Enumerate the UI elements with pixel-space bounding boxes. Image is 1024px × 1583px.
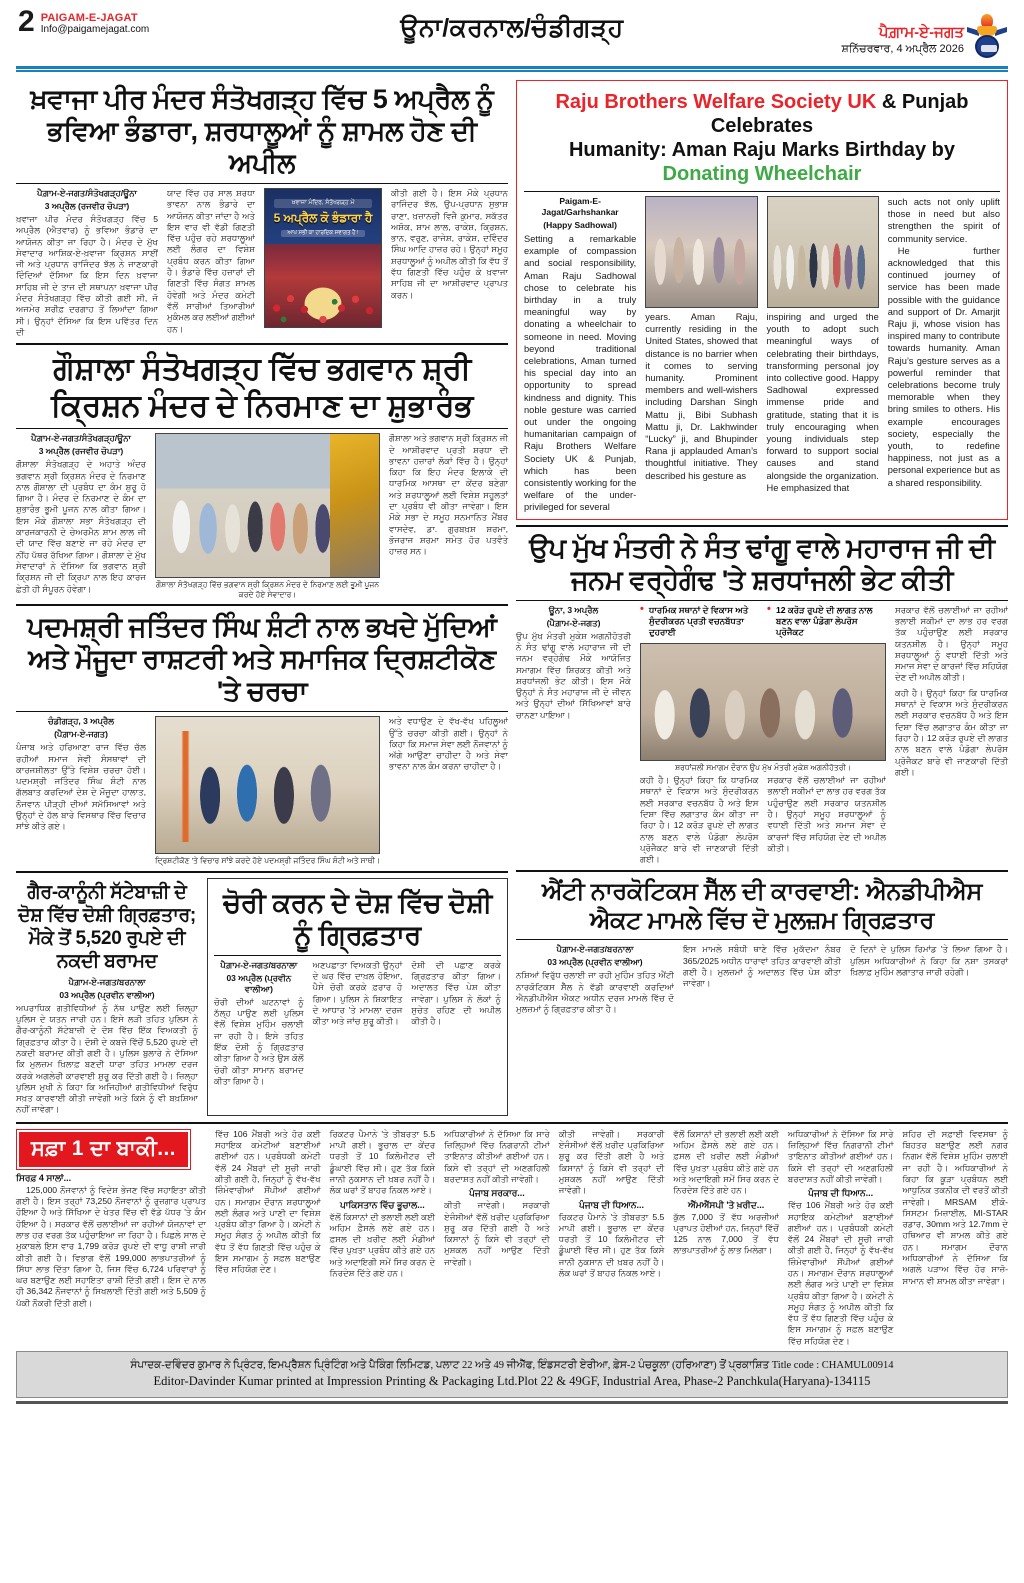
byline-source: ਚੰਡੀਗੜ੍ਹ, 3 ਅਪ੍ਰੈਲ	[47, 716, 115, 727]
header-rule	[16, 66, 1008, 69]
photo-caption: ਸ਼ਰਧਾਂਜਲੀ ਸਮਾਗਮ ਦੌਰਾਨ ਉਪ ਮੁੱਖ ਮੰਤਰੀ ਮੁਕੇਸ਼ ਅਗਨੀਹੋਤਰੀ।	[675, 762, 851, 772]
article-gaushala-krishan-mandir	[16, 350, 508, 599]
byline-date: 3 ਅਪ੍ਰੈਲ (ਰਜਵੀਰ ਚੋਪੜਾ)	[44, 201, 130, 211]
byline-source: ਪੈਗ਼ਾਮ-ਏ-ਜਗਤ/ਬਰਨਾਲਾ	[556, 944, 634, 955]
byline-author: (Happy Sadhowal)	[543, 220, 617, 230]
article-deputy-cm-tribute	[516, 532, 1008, 866]
header-rule-2	[16, 70, 1008, 72]
paper-name: PAIGAM-E-JAGAT	[40, 12, 138, 24]
byline-date: 03 ਅਪ੍ਰੈਲ (ਪ੍ਰਵੀਨ ਵਾਲੀਆ)	[226, 972, 292, 994]
article-body-col1: ਗੌਸ਼ਾਲਾ ਸੰਤੋਖਗੜ੍ਹ ਦੇ ਅਹਾਤੇ ਅੰਦਰ ਭਗਵਾਨ ਸ਼੍ਰੀ ਕ੍ਰਿਸ਼ਨ ਮੰਦਰ ਦੇ ਨਿਰਮਾਣ ਨਾਲ ਗੌਸ਼ਾਲਾ ਦੀ ਪ੍ਰਬੰਧ ਦਾ ਕੰਮ ਸ਼ੁਰੂ ਹੋ ਗਿਆ ਹੈ। ਮੰਦਰ ਦੇ ਨਿਰਮਾਣ ਦੇ ਕੰਮ ਦਾ ਸ਼ੁਭਾਰੰਭ ਭੂਮੀ ਪੂਜਨ ਨਾਲ ਕੀਤਾ ਗਿਆ। ਇਸ ਮੌਕੇ ਗੌਸ਼ਾਲਾ ਸਭਾ ਸੰਤੋਖਗੜ੍ਹ ਦੀ ਕਾਰਜਕਾਰਨੀ ਦੇ ਚੇਅਰਮੈਨ ਸ਼ਾਮ ਲਾਲ ਜੀ ਦੀ ਯਾਦ ਵਿੱਚ ਬਣਾਏ ਜਾ ਰਹੇ ਮੰਦਰ ਦਾ ਨੀਂਹ ਪੱਥਰ ਰੱਖਿਆ ਗਿਆ। ਗੌਸ਼ਾਲਾ ਦੇ ਮੁੱਖ ਸੇਵਾਦਾਰਾਂ ਨੇ ਦੱਸਿਆ ਕਿ ਭਗਵਾਨ ਸ਼੍ਰੀ ਕ੍ਰਿਸ਼ਨ ਜੀ ਦੀ ਕ੍ਰਿਪਾ ਨਾਲ ਇਹ ਕਾਰਜ ਛੇਤੀ ਹੀ ਸੰਪੂਰਨ ਹੋਵੇਗਾ।	[16, 459, 146, 594]
article-body-col1: ਨਸ਼ਿਆਂ ਵਿਰੁੱਧ ਚਲਾਈ ਜਾ ਰਹੀ ਮੁਹਿੰਮ ਤਹਿਤ ਐਂਟੀ ਨਾਰਕੋਟਿਕਸ ਸੈੱਲ ਨੇ ਵੱਡੀ ਕਾਰਵਾਈ ਕਰਦਿਆਂ ਐਨਡੀਪੀਐਸ ਐਕਟ ਅਧੀਨ ਦਰਜ ਮਾਮਲੇ ਵਿੱਚ ਦੋ ਮੁਲਜ਼ਮਾਂ ਨੂੰ ਗ੍ਰਿਫ਼ਤਾਰ ਕੀਤਾ ਹੈ।	[516, 970, 674, 1015]
article-headline: ਉਪ ਮੁੱਖ ਮੰਤਰੀ ਨੇ ਸੰਤ ਢਾਂਗੂ ਵਾਲੇ ਮਹਾਰਾਜ ਜੀ ਦੀ ਜਨਮ ਵਰ੍ਹੇਗੰਢ 'ਤੇ ਸ਼ਰਧਾਂਜਲੀ ਭੇਟ ਕੀਤੀ	[529, 532, 995, 595]
article-headline: ਗੈਰ-ਕਾਨੂੰਨੀ ਸੱਟੇਬਾਜ਼ੀ ਦੇ ਦੋਸ਼ ਵਿੱਚ ਦੋਸ਼ੀ ਗ੍ਰਿਫ਼ਤਾਰ; ਮੌਕੇ ਤੋਂ 5,520 ਰੁਪਏ ਦੀ ਨਕਦੀ ਬਰਾਮਦ	[18, 881, 196, 972]
byline-date: 03 ਅਪ੍ਰੈਲ (ਪ੍ਰਵੀਨ ਵਾਲੀਆ)	[59, 989, 155, 1000]
bullet-item: • ਧਾਰਮਿਕ ਸਥਾਨਾਂ ਦੇ ਵਿਕਾਸ ਅਤੇ ਸੁੰਦਰੀਕਰਨ ਪ੍ਰਤੀ ਵਚਨਬੱਧਤਾ ਦੁਹਰਾਈ	[640, 605, 759, 639]
continued-body-2: ਵਿੱਚ 106 ਮੈਂਬਰੀ ਅਤੇ ਹੋਰ ਕਈ ਸਹਾਇਕ ਕਮੇਟੀਆਂ ਬਣਾਈਆਂ ਗਈਆਂ ਹਨ। ਪ੍ਰਬੰਧਕੀ ਕਮੇਟੀ ਵੱਲੋਂ 24 ਮੈਂਬਰਾਂ ਦੀ ਸੂਚੀ ਜਾਰੀ ਕੀਤੀ ਗਈ ਹੈ, ਜਿਨ੍ਹਾਂ ਨੂੰ ਵੱਖ-ਵੱਖ ਜ਼ਿੰਮੇਵਾਰੀਆਂ ਸੌਂਪੀਆਂ ਗਈਆਂ ਹਨ। ਸਮਾਗਮ ਦੌਰਾਨ ਸ਼ਰਧਾਲੂਆਂ ਲਈ ਲੰਗਰ ਅਤੇ ਪਾਣੀ ਦਾ ਵਿਸ਼ੇਸ਼ ਪ੍ਰਬੰਧ ਕੀਤਾ ਗਿਆ ਹੈ। ਕਮੇਟੀ ਨੇ ਸਮੂਹ ਸੰਗਤ ਨੂੰ ਅਪੀਲ ਕੀਤੀ ਕਿ ਵੱਧ ਤੋਂ ਵੱਧ ਗਿਣਤੀ ਵਿੱਚ ਪਹੁੰਚ ਕੇ ਇਸ ਸਮਾਗਮ ਨੂੰ ਸਫ਼ਲ ਬਣਾਉਣ ਵਿੱਚ ਸਹਿਯੋਗ ਦੇਣ।	[215, 1128, 321, 1275]
torch-logo-icon	[968, 14, 1006, 58]
article-raju-brothers-welfare	[516, 80, 1008, 520]
article-body-col3: ਗੌਸ਼ਾਲਾ ਅਤੇ ਭਗਵਾਨ ਸ਼੍ਰੀ ਕ੍ਰਿਸ਼ਨ ਜੀ ਦੇ ਆਸ਼ੀਰਵਾਦ ਪ੍ਰਤੀ ਸ਼ਰਧਾ ਦੀ ਭਾਵਨਾ ਹਜ਼ਾਰਾਂ ਲੋਕਾਂ ਵਿੱਚ ਹੈ। ਉਨ੍ਹਾਂ ਕਿਹਾ ਕਿ ਇਹ ਮੰਦਰ ਇਲਾਕੇ ਦੀ ਧਾਰਮਿਕ ਆਸਥਾ ਦਾ ਕੇਂਦਰ ਬਣੇਗਾ ਅਤੇ ਸ਼ਰਧਾਲੂਆਂ ਲਈ ਵਿਸ਼ੇਸ਼ ਸਹੂਲਤਾਂ ਦਾ ਪ੍ਰਬੰਧ ਵੀ ਕੀਤਾ ਜਾਵੇਗਾ। ਇਸ ਮੌਕੇ ਸਭਾ ਦੇ ਸਮੂਹ ਸਨਮਾਨਿਤ ਮੈਂਬਰ ਵਾਸਦੇਵ, ਡਾ. ਗੁਰਬਖ਼ਸ਼ ਸ਼ਰਮਾ, ਭੋਜਰਾਜ ਸ਼ਰਮਾ ਸਮੇਤ ਹੋਰ ਪਤਵੰਤੇ ਹਾਜ਼ਰ ਸਨ।	[389, 433, 508, 557]
byline-date: (ਪੈਗ਼ਾਮ-ਏ-ਜਗਤ)	[546, 617, 601, 628]
article-body-col3: ਸਰਕਾਰ ਵੱਲੋਂ ਚਲਾਈਆਂ ਜਾ ਰਹੀਆਂ ਭਲਾਈ ਸਕੀਮਾਂ ਦਾ ਲਾਭ ਹਰ ਵਰਗ ਤੱਕ ਪਹੁੰਚਾਉਣ ਲਈ ਸਰਕਾਰ ਯਤਨਸ਼ੀਲ ਹੈ। ਉਨ੍ਹਾਂ ਸਮੂਹ ਸ਼ਰਧਾਲੂਆਂ ਨੂੰ ਵਧਾਈ ਦਿੱਤੀ ਅਤੇ ਸਮਾਜ ਸੇਵਾ ਦੇ ਕਾਰਜਾਂ ਵਿੱਚ ਸਹਿਯੋਗ ਦੇਣ ਦੀ ਅਪੀਲ ਕੀਤੀ।	[895, 604, 1008, 683]
article-body-col1: ਖ਼ਵਾਜਾ ਪੀਰ ਮੰਦਰ ਸੰਤੋਖਗੜ੍ਹ ਵਿੱਚ 5 ਅਪ੍ਰੈਲ (ਐਤਵਾਰ) ਨੂੰ ਭਵਿਆ ਭੰਡਾਰੇ ਦਾ ਆਯੋਜਨ ਕੀਤਾ ਜਾ ਰਿਹਾ ਹੈ। ਮੰਦਰ ਦੇ ਮੁੱਖ ਸੇਵਾਦਾਰ ਆਸ਼ਿਕ-ਏ-ਖ਼ਵਾਜਾ ਕ੍ਰਿਸ਼ਨ ਸਾਈਂ ਜੀ ਅਤੇ ਪ੍ਰਧਾਨ ਰਾਜਿੰਦਰ ਝੱਲ ਨੇ ਜਾਣਕਾਰੀ ਦਿੰਦਿਆਂ ਦੱਸਿਆ ਕਿ ਇਸ ਦਿਨ ਖ਼ਵਾਜਾ ਸਾਹਿਬ ਜੀ ਦੇ ਤਾਜ ਦੀ ਸਥਾਪਨਾ ਖ਼ਵਾਜਾ ਪੀਰ ਮੰਦਰ ਸੰਤੋਖਗੜ੍ਹ ਵਿੱਚ ਕੀਤੀ ਗਈ ਸੀ, ਜੋ ਅਜਮੇਰ ਸ਼ਰੀਫ਼ ਦਰਗਾਹ ਤੋਂ ਲਿਆਂਦਾ ਗਿਆ ਸੀ। ਉਨ੍ਹਾਂ ਦੱਸਿਆ ਕਿ ਇਸ ਪਵਿੱਤਰ ਦਿਨ ਦੀ	[16, 214, 158, 337]
byline-source: ਪੈਗ਼ਾਮ-ਏ-ਜਗਤ/ਸੰਤੋਖਗੜ੍ਹ/ਊਨਾ	[31, 433, 131, 444]
continued-body-7: ਅਧਿਕਾਰੀਆਂ ਨੇ ਦੱਸਿਆ ਕਿ ਸਾਰੇ ਜ਼ਿਲ੍ਹਿਆਂ ਵਿੱਚ ਨਿਗਰਾਨੀ ਟੀਮਾਂ ਤਾਇਨਾਤ ਕੀਤੀਆਂ ਗਈਆਂ ਹਨ। ਕਿਸੇ ਵੀ ਤਰ੍ਹਾਂ ਦੀ ਅਣਗਹਿਲੀ ਬਰਦਾਸ਼ਤ ਨਹੀਂ ਕੀਤੀ ਜਾਵੇਗੀ।	[787, 1128, 894, 1184]
continued-subhead-1: ਸਿਰਫ਼ 4 ਸਾਲਾਂ...	[16, 1172, 72, 1183]
byline-date: 03 ਅਪ੍ਰੈਲ (ਪ੍ਰਵੀਨ ਵਾਲੀਆ)	[547, 957, 643, 968]
article-body-col3b: ਕਹੀ ਹੈ। ਉਨ੍ਹਾਂ ਕਿਹਾ ਕਿ ਧਾਰਮਿਕ ਸਥਾਨਾਂ ਦੇ ਵਿਕਾਸ ਅਤੇ ਸੁੰਦਰੀਕਰਨ ਲਈ ਸਰਕਾਰ ਵਚਨਬੱਧ ਹੈ ਅਤੇ ਇਸ ਦਿਸ਼ਾ ਵਿੱਚ ਲਗਾਤਾਰ ਕੰਮ ਕੀਤਾ ਜਾ ਰਿਹਾ ਹੈ। 12 ਕਰੋੜ ਰੁਪਏ ਦੀ ਲਾਗਤ ਨਾਲ ਬਣਨ ਵਾਲੇ ਪੰਡੋਗਾ ਲੇਪਰੋਸ ਪ੍ਰੋਜੈਕਟ ਬਾਰੇ ਵੀ ਜਾਣਕਾਰੀ ਦਿੱਤੀ ਗਈ।	[895, 687, 1008, 777]
headline-part-black: & Punjab Celebrates	[710, 91, 969, 137]
article-theft-arrest	[207, 878, 508, 1116]
article-body-col3: ਅਤੇ ਵਧਾਉਣ ਦੇ ਵੱਖ-ਵੱਖ ਪਹਿਲੂਆਂ ਉੱਤੇ ਚਰਚਾ ਕੀਤੀ ਗਈ। ਉਨ੍ਹਾਂ ਨੇ ਕਿਹਾ ਕਿ ਸਮਾਜ ਸੇਵਾ ਲਈ ਨੌਜਵਾਨਾਂ ਨੂੰ ਅੱਗੇ ਆਉਣਾ ਚਾਹੀਦਾ ਹੈ ਅਤੇ ਸੇਵਾ ਭਾਵਨਾ ਨਾਲ ਕੰਮ ਕਰਨਾ ਚਾਹੀਦਾ ਹੈ।	[389, 716, 508, 772]
article-khwaja-peer-bhandara	[16, 83, 508, 338]
wheelchair-donation-photo-2	[767, 196, 879, 308]
deputy-cm-photo	[640, 643, 886, 761]
article-headline: ਖ਼ਵਾਜਾ ਪੀਰ ਮੰਦਰ ਸੰਤੋਖਗੜ੍ਹ ਵਿੱਚ 5 ਅਪ੍ਰੈਲ ਨੂੰ ਭਵਿਆ ਭੰਡਾਰਾ, ਸ਼ਰਧਾਲੂਆਂ ਨੂੰ ਸ਼ਾਮਲ ਹੋਣ ਦੀ ਅਪੀਲ	[30, 84, 494, 178]
continued-subhead-3: ਪੰਜਾਬ ਸਰਕਾਰ...	[469, 1188, 525, 1199]
article-body-col2b: ਸਰਕਾਰ ਵੱਲੋਂ ਚਲਾਈਆਂ ਜਾ ਰਹੀਆਂ ਭਲਾਈ ਸਕੀਮਾਂ ਦਾ ਲਾਭ ਹਰ ਵਰਗ ਤੱਕ ਪਹੁੰਚਾਉਣ ਲਈ ਸਰਕਾਰ ਯਤਨਸ਼ੀਲ ਹੈ। ਉਨ੍ਹਾਂ ਸਮੂਹ ਸ਼ਰਧਾਲੂਆਂ ਨੂੰ ਵਧਾਈ ਦਿੱਤੀ ਅਤੇ ਸਮਾਜ ਸੇਵਾ ਦੇ ਕਾਰਜਾਂ ਵਿੱਚ ਸਹਿਯੋਗ ਦੇਣ ਦੀ ਅਪੀਲ ਕੀਤੀ।	[767, 775, 886, 853]
byline-date: 3 ਅਪ੍ਰੈਲ (ਰਜਵੀਰ ਚੋਪੜਾ)	[38, 446, 124, 457]
bullet-item: • 12 ਕਰੋੜ ਰੁਪਏ ਦੀ ਲਾਗਤ ਨਾਲ ਬਣਨ ਵਾਲਾ ਪੰਡੋਗਾ ਲੇਪਰੋਸ ਪ੍ਰੋਜੈਕਟ	[767, 605, 886, 639]
byline-source: ਪੈਗ਼ਾਮ-ਏ-ਜਗਤ/ਸੰਤੋਖਗੜ੍ਹ/ਊਨਾ	[37, 188, 137, 198]
article-body-col1: Setting a remarkable example of compassion and social responsibility, Aman Raju Sadhowal chose to celebrate his birthday in a truly meaningful way by donating a wheelchair to someone in need. Moving beyond traditional celebrations, Aman turned his special day into an opportunity to spread kindness and dignity. This noble gesture was carried out under the ongoing humanitarian campaign of Raju Brothers Welfare Society UK & Punjab, which has been consistently working for the welfare of the under-privileged for several	[524, 234, 637, 513]
left-column	[16, 80, 508, 1116]
page-number: 2	[18, 5, 35, 38]
article-headline: ਗੌਸ਼ਾਲਾ ਸੰਤੋਖਗੜ੍ਹ ਵਿੱਚ ਭਗਵਾਨ ਸ਼੍ਰੀ ਕ੍ਰਿਸ਼ਨ ਮੰਦਰ ਦੇ ਨਿਰਮਾਣ ਦਾ ਸ਼ੁਭਾਰੰਭ	[51, 351, 473, 424]
issue-date: ਸ਼ਨਿੱਚਰਵਾਰ, 4 ਅਪ੍ਰੈਲ 2026	[841, 43, 964, 55]
article-headline: ਐਂਟੀ ਨਾਰਕੋਟਿਕਸ ਸੈੱਲ ਦੀ ਕਾਰਵਾਈ: ਐਨਡੀਪੀਐਸ ਐਕਟ ਮਾਮਲੇ ਵਿੱਚ ਦੋ ਮੁਲਜ਼ਮ ਗ੍ਰਿਫ਼ਤਾਰ	[541, 878, 983, 935]
continued-body-5b: ਰਿਕਟਰ ਪੈਮਾਨੇ 'ਤੇ ਤੀਬਰਤਾ 5.5 ਮਾਪੀ ਗਈ। ਭੂਚਾਲ ਦਾ ਕੇਂਦਰ ਧਰਤੀ ਤੋਂ 10 ਕਿਲੋਮੀਟਰ ਦੀ ਡੂੰਘਾਈ ਵਿੱਚ ਸੀ। ਹੁਣ ਤੱਕ ਕਿਸੇ ਜਾਨੀ ਨੁਕਸਾਨ ਦੀ ਖ਼ਬਰ ਨਹੀਂ ਹੈ। ਲੋਕ ਘਰਾਂ ਤੋਂ ਬਾਹਰ ਨਿਕਲ ਆਏ।	[558, 1211, 665, 1278]
masthead	[0, 0, 1024, 64]
highlight-bullets	[640, 605, 886, 643]
imprint-punjabi: ਸੰਪਾਦਕ-ਦਵਿੰਦਰ ਕੁਮਾਰ ਨੇ ਪ੍ਰਿੰਟਰ, ਇਮਪ੍ਰੈਸ਼ਨ ਪ੍ਰਿੰਟਿੰਗ ਅਤੇ ਪੈਕਿੰਗ ਲਿਮਿਟਡ, ਪਲਾਟ 22 ਅਤੇ 49 ਜੀਐੱਫ, ਇੰਡਸਟਰੀ ਏਰੀਆ, ਫ਼ੇਸ-2 ਪੰਚਕੂਲਾ (ਹਰਿਆਣਾ) ਤੋਂ ਪ੍ਰਕਾਸ਼ਿਤ Title code : CHAMUL00914	[130, 1360, 894, 1372]
photo-caption: ਗੌਸ਼ਾਲਾ ਸੰਤੋਖਗੜ੍ਹ ਵਿੱਚ ਭਗਵਾਨ ਸ਼੍ਰੀ ਕ੍ਰਿਸ਼ਨ ਮੰਦਰ ਦੇ ਨਿਰਮਾਣ ਲਈ ਭੂਮੀ ਪੂਜਨ ਕਰਦੇ ਹੋਏ ਸੇਵਾਦਾਰ।	[155, 580, 380, 599]
byline-source: ਊਨਾ, 3 ਅਪ੍ਰੈਲ	[548, 604, 599, 615]
continued-body-3: ਰਿਕਟਰ ਪੈਮਾਨੇ 'ਤੇ ਤੀਬਰਤਾ 5.5 ਮਾਪੀ ਗਈ। ਭੂਚਾਲ ਦਾ ਕੇਂਦਰ ਧਰਤੀ ਤੋਂ 10 ਕਿਲੋਮੀਟਰ ਦੀ ਡੂੰਘਾਈ ਵਿੱਚ ਸੀ। ਹੁਣ ਤੱਕ ਕਿਸੇ ਜਾਨੀ ਨੁਕਸਾਨ ਦੀ ਖ਼ਬਰ ਨਹੀਂ ਹੈ। ਲੋਕ ਘਰਾਂ ਤੋਂ ਬਾਹਰ ਨਿਕਲ ਆਏ।	[329, 1128, 436, 1196]
article-body-col3: ਦੋਸ਼ੀ ਦੀ ਪਛਾਣ ਕਰਕੇ ਗ੍ਰਿਫ਼ਤਾਰ ਕੀਤਾ ਗਿਆ। ਅਦਾਲਤ ਵਿੱਚ ਪੇਸ਼ ਕੀਤਾ ਜਾਵੇਗਾ। ਪੁਲਿਸ ਨੇ ਲੋਕਾਂ ਨੂੰ ਸੁਚੇਤ ਰਹਿਣ ਦੀ ਅਪੀਲ ਕੀਤੀ ਹੈ।	[411, 959, 502, 1027]
continued-body-6: ਵੱਲੋਂ ਕਿਸਾਨਾਂ ਦੀ ਭਲਾਈ ਲਈ ਕਈ ਅਹਿਮ ਫ਼ੈਸਲੇ ਲਏ ਗਏ ਹਨ। ਫ਼ਸਲ ਦੀ ਖ਼ਰੀਦ ਲਈ ਮੰਡੀਆਂ ਵਿੱਚ ਪੁਖ਼ਤਾ ਪ੍ਰਬੰਧ ਕੀਤੇ ਗਏ ਹਨ ਅਤੇ ਅਦਾਇਗੀ ਸਮੇਂ ਸਿਰ ਕਰਨ ਦੇ ਨਿਰਦੇਸ਼ ਦਿੱਤੇ ਗਏ ਹਨ।	[673, 1128, 779, 1196]
continued-subhead-5: ਐੱਮਐੱਸਪੀ 'ਤੇ ਖ਼ਰੀਦ...	[687, 1199, 765, 1210]
imprint-footer	[16, 1351, 1008, 1398]
article-body-col2: ਅਣਪਛਾਤਾ ਵਿਅਕਤੀ ਉਨ੍ਹਾਂ ਦੇ ਘਰ ਵਿੱਚ ਦਾਖ਼ਲ ਹੋਇਆ, ਪੈਸੇ ਚੋਰੀ ਕਰਕੇ ਫ਼ਰਾਰ ਹੋ ਗਿਆ। ਪੁਲਿਸ ਨੇ ਸ਼ਿਕਾਇਤ ਦੇ ਆਧਾਰ 'ਤੇ ਮਾਮਲਾ ਦਰਜ ਕੀਤਾ ਅਤੇ ਜਾਂਚ ਸ਼ੁਰੂ ਕੀਤੀ।	[312, 959, 403, 1027]
continued-body-4b: ਕੀਤੀ ਜਾਵੇਗੀ। ਸਰਕਾਰੀ ਏਜੰਸੀਆਂ ਵੱਲੋਂ ਖ਼ਰੀਦ ਪ੍ਰਕਿਰਿਆ ਸ਼ੁਰੂ ਕਰ ਦਿੱਤੀ ਗਈ ਹੈ ਅਤੇ ਕਿਸਾਨਾਂ ਨੂੰ ਕਿਸੇ ਵੀ ਤਰ੍ਹਾਂ ਦੀ ਮੁਸ਼ਕਲ ਨਹੀਂ ਆਉਣ ਦਿੱਤੀ ਜਾਵੇਗੀ।	[444, 1200, 550, 1267]
poster-line-2: 5 ਅਪ੍ਰੈਲ ਕੋ ਭੰਡਾਰਾ ਹੈ	[273, 211, 373, 226]
imprint-english: Editor-Davinder Kumar printed at Impression Printing & Packaging Ltd.Plot 22 & 49GF, Industrial Area, Phase-2 Panchkula(Haryana)-134115	[153, 1374, 871, 1389]
article-body-col3: inspiring and urged the youth to adopt such meaningful ways of celebrating their birthdays, transforming personal joy into collective good. Happy Sadhowal expressed immense pride and gratitude, stating that it is truly encouraging when young individuals step forward to support social causes and stand alongside the organization. He emphasized that	[766, 312, 879, 493]
byline-source: ਪੈਗ਼ਾਮ-ਏ-ਜਗਤ/ਬਰਨਾਲਾ	[220, 959, 298, 970]
continued-body-1: 125,000 ਨੌਜਵਾਨਾਂ ਨੂੰ ਵਿਦੇਸ਼ ਭੇਜਣ ਵਿੱਚ ਸਹਾਇਤਾ ਕੀਤੀ ਗਈ ਹੈ। ਇਸ ਤਰ੍ਹਾਂ 73,250 ਨੌਜਵਾਨਾਂ ਨੂੰ ਰੁਜ਼ਗਾਰ ਪ੍ਰਾਪਤ ਹੋਇਆ ਹੈ ਅਤੇ ਸਿੱਖਿਆ ਦੇ ਖੇਤਰ ਵਿੱਚ ਵੀ ਵੱਡੇ ਪੱਧਰ 'ਤੇ ਕੰਮ ਹੋਇਆ ਹੈ। ਸਰਕਾਰ ਵੱਲੋਂ ਚਲਾਈਆਂ ਜਾ ਰਹੀਆਂ ਯੋਜਨਾਵਾਂ ਦਾ ਲਾਭ ਹਰ ਵਰਗ ਤੱਕ ਪਹੁੰਚਾਇਆ ਜਾ ਰਿਹਾ ਹੈ। ਪਿਛਲੇ ਸਾਲ ਦੇ ਮੁਕਾਬਲੇ ਇਸ ਵਾਰ 1,799 ਕਰੋੜ ਰੁਪਏ ਦੀ ਵਾਧੂ ਰਾਸ਼ੀ ਜਾਰੀ ਕੀਤੀ ਗਈ ਹੈ। ਵਿਭਾਗ ਵੱਲੋਂ 199,000 ਲਾਭਪਾਤਰੀਆਂ ਨੂੰ ਸਿੱਧਾ ਲਾਭ ਦਿੱਤਾ ਗਿਆ ਹੈ, ਜਿਸ ਵਿੱਚ 6,724 ਪਰਿਵਾਰਾਂ ਨੂੰ ਘਰ ਬਣਾਉਣ ਲਈ ਸਹਾਇਤਾ ਰਾਸ਼ੀ ਦਿੱਤੀ ਗਈ। ਇਸ ਦੇ ਨਾਲ ਹੀ 36,342 ਨੌਜਵਾਨਾਂ ਨੂੰ ਸਿਖਲਾਈ ਦਿੱਤੀ ਗਈ ਅਤੇ 5,509 ਨੂੰ ਪੱਕੀ ਨੌਕਰੀ ਦਿੱਤੀ ਗਈ।	[16, 1184, 206, 1308]
headline-part-red: Raju Brothers Welfare Society UK	[555, 91, 877, 113]
article-body-col2: years. Aman Raju, currently residing in the United States, showed that distance is no barrier when it comes to serving humanity. Prominent members and well-wishers including Darshan Singh Mattu ji, Bibi Subhash Mattu ji, Dr. Lakhwinder “Lucky” ji, and Bhupinder Rana ji applauded Aman’s thoughtful initiative. They described his gesture as	[645, 312, 758, 481]
article-illegal-betting	[16, 878, 198, 1116]
temple-poster-photo	[264, 188, 382, 328]
continued-ribbon-wrap	[16, 1129, 191, 1170]
continued-body-7b: ਵਿੱਚ 106 ਮੈਂਬਰੀ ਅਤੇ ਹੋਰ ਕਈ ਸਹਾਇਕ ਕਮੇਟੀਆਂ ਬਣਾਈਆਂ ਗਈਆਂ ਹਨ। ਪ੍ਰਬੰਧਕੀ ਕਮੇਟੀ ਵੱਲੋਂ 24 ਮੈਂਬਰਾਂ ਦੀ ਸੂਚੀ ਜਾਰੀ ਕੀਤੀ ਗਈ ਹੈ, ਜਿਨ੍ਹਾਂ ਨੂੰ ਵੱਖ-ਵੱਖ ਜ਼ਿੰਮੇਵਾਰੀਆਂ ਸੌਂਪੀਆਂ ਗਈਆਂ ਹਨ। ਸਮਾਗਮ ਦੌਰਾਨ ਸ਼ਰਧਾਲੂਆਂ ਲਈ ਲੰਗਰ ਅਤੇ ਪਾਣੀ ਦਾ ਵਿਸ਼ੇਸ਼ ਪ੍ਰਬੰਧ ਕੀਤਾ ਗਿਆ ਹੈ। ਕਮੇਟੀ ਨੇ ਸਮੂਹ ਸੰਗਤ ਨੂੰ ਅਪੀਲ ਕੀਤੀ ਕਿ ਵੱਧ ਤੋਂ ਵੱਧ ਗਿਣਤੀ ਵਿੱਚ ਪਹੁੰਚ ਕੇ ਇਸ ਸਮਾਗਮ ਨੂੰ ਸਫ਼ਲ ਬਣਾਉਣ ਵਿੱਚ ਸਹਿਯੋਗ ਦੇਣ।	[787, 1200, 894, 1346]
wheelchair-donation-photo-1	[645, 196, 757, 308]
article-anti-narcotics-cell	[516, 877, 1008, 1015]
continued-subhead-4: ਪੰਜਾਬ ਦੀ ਧਿਆਨ...	[579, 1199, 645, 1210]
continued-section	[16, 1122, 1008, 1347]
headline-part-black-2: Humanity: Aman Raju Marks Birthday by	[568, 139, 955, 161]
continued-body-6b: ਕੁੱਲ 7,000 ਤੋਂ ਵੱਧ ਅਰਜ਼ੀਆਂ ਪ੍ਰਾਪਤ ਹੋਈਆਂ ਹਨ, ਜਿਨ੍ਹਾਂ ਵਿੱਚੋਂ 125 ਨਾਲ 7,000 ਤੋਂ ਵੱਧ ਲਾਭਪਾਤਰੀਆਂ ਨੂੰ ਲਾਭ ਮਿਲੇਗਾ।	[673, 1211, 779, 1256]
masthead-right	[842, 8, 1006, 58]
article-body-col3: ਕੀਤੀ ਗਈ ਹੈ। ਇਸ ਮੌਕੇ ਪ੍ਰਧਾਨ ਰਾਜਿੰਦਰ ਝੱਲ, ਉਪ-ਪ੍ਰਧਾਨ ਸੁਭਾਸ਼ ਰਾਣਾ, ਖ਼ਜ਼ਾਨਚੀ ਵਿਜੈ ਕੁਮਾਰ, ਸਕੱਤਰ ਅਸ਼ੋਕ, ਸ਼ਾਮ ਲਾਲ, ਰਾਕੇਸ਼, ਕ੍ਰਿਸ਼ਨ, ਭਾਨ, ਵਰੁਣ, ਰਾਜੇਸ਼, ਰਾਕੇਸ਼, ਦਵਿੰਦਰ ਸਿੰਘ ਆਦਿ ਹਾਜ਼ਰ ਰਹੇ। ਉਨ੍ਹਾਂ ਸਮੂਹ ਸ਼ਰਧਾਲੂਆਂ ਨੂੰ ਅਪੀਲ ਕੀਤੀ ਕਿ ਵੱਧ ਤੋਂ ਵੱਧ ਗਿਣਤੀ ਵਿੱਚ ਪਹੁੰਚ ਕੇ ਖ਼ਵਾਜਾ ਸਾਹਿਬ ਜੀ ਦਾ ਆਸ਼ੀਰਵਾਦ ਪ੍ਰਾਪਤ ਕਰਨ।	[391, 188, 508, 300]
byline-source: Paigam-E-Jagat/Garhshankar	[541, 196, 619, 217]
paper-email: Info@paigamejagat.com	[40, 24, 150, 35]
edition-label: ਊਨਾ/ਕਰਨਾਲ/ਚੰਡੀਗੜ੍ਹ	[400, 14, 624, 42]
continued-body-8: ਸ਼ਹਿਰ ਦੀ ਸਫ਼ਾਈ ਵਿਵਸਥਾ ਨੂੰ ਬਿਹਤਰ ਬਣਾਉਣ ਲਈ ਨਗਰ ਨਿਗਮ ਵੱਲੋਂ ਵਿਸ਼ੇਸ਼ ਮੁਹਿੰਮ ਚਲਾਈ ਜਾ ਰਹੀ ਹੈ। ਅਧਿਕਾਰੀਆਂ ਨੇ ਕਿਹਾ ਕਿ ਕੂੜਾ ਪ੍ਰਬੰਧਨ ਲਈ ਆਧੁਨਿਕ ਤਕਨੀਕ ਦੀ ਵਰਤੋਂ ਕੀਤੀ ਜਾਵੇਗੀ। MRSAM ਈਕੋ-ਸਿਸਟਮ ਮਿਜ਼ਾਈਲ, MI-STAR ਰਡਾਰ, 30mm ਅਤੇ 12.7mm ਦੇ ਹਥਿਆਰ ਵੀ ਸ਼ਾਮਲ ਕੀਤੇ ਗਏ ਹਨ। ਸਮਾਗਮ ਦੌਰਾਨ ਅਧਿਕਾਰੀਆਂ ਨੇ ਦੱਸਿਆ ਕਿ ਅਗਲੇ ਪੜਾਅ ਵਿੱਚ ਹੋਰ ਸਾਜ਼ੋ-ਸਾਮਾਨ ਵੀ ਸ਼ਾਮਲ ਕੀਤਾ ਜਾਵੇਗਾ।	[902, 1128, 1009, 1286]
discussion-meeting-photo	[155, 716, 380, 854]
poster-line-1: ਖ਼ਵਾਜਾ ਮੰਦਿਰ, ਸੰਤੋਖਗੜ੍ਹ ਮੇਂ	[274, 199, 371, 208]
footer-rule	[16, 1401, 1008, 1404]
headline-part-green: Donating Wheelchair	[662, 163, 862, 185]
page-body	[0, 76, 1024, 1116]
article-body-col2: ਇਸ ਮਾਮਲੇ ਸਬੰਧੀ ਥਾਣੇ ਵਿੱਚ ਮੁਕੱਦਮਾ ਨੰਬਰ 365/2025 ਅਧੀਨ ਧਾਰਾਵਾਂ ਤਹਿਤ ਕਾਰਵਾਈ ਕੀਤੀ ਗਈ ਹੈ। ਮੁਲਜ਼ਮਾਂ ਨੂੰ ਅਦਾਲਤ ਵਿੱਚ ਪੇਸ਼ ਕੀਤਾ ਜਾਵੇਗਾ।	[683, 944, 841, 989]
article-body-col4: such acts not only uplift those in need but also strengthen the spirit of community service.	[887, 197, 1000, 244]
article-body-col1: ਉਪ ਮੁੱਖ ਮੰਤਰੀ ਮੁਕੇਸ਼ ਅਗਨੀਹੋਤਰੀ ਨੇ ਸੰਤ ਢਾਂਗੂ ਵਾਲੇ ਮਹਾਰਾਜ ਜੀ ਦੀ ਜਨਮ ਵਰ੍ਹੇਗੰਢ ਮੌਕੇ ਆਯੋਜਿਤ ਸਮਾਗਮ ਵਿੱਚ ਸ਼ਿਰਕਤ ਕੀਤੀ ਅਤੇ ਸ਼ਰਧਾਂਜਲੀ ਭੇਟ ਕੀਤੀ। ਇਸ ਮੌਕੇ ਉਨ੍ਹਾਂ ਨੇ ਸੰਤ ਮਹਾਰਾਜ ਜੀ ਦੇ ਜੀਵਨ ਅਤੇ ਉਨ੍ਹਾਂ ਦੀਆਂ ਸਿੱਖਿਆਵਾਂ ਬਾਰੇ ਚਾਨਣਾ ਪਾਇਆ।	[516, 630, 631, 720]
crime-news-row	[16, 878, 508, 1116]
article-body-col4b: He further acknowledged that this continued journey of service has been made possible with the guidance and support of Dr. Amarjit Raju ji, whose vision has inspired many to contribute towards humanity. Aman Raju’s gesture serves as a powerful reminder that celebrations become truly memorable when they bring smiles to others. His example encourages society, especially the youth, to redefine happiness, not just as a personal experience but as a shared responsibility.	[887, 245, 1000, 488]
article-headline: ਪਦਮਸ਼੍ਰੀ ਜਤਿੰਦਰ ਸਿੰਘ ਸ਼ੰਟੀ ਨਾਲ ਭਖਦੇ ਮੁੱਦਿਆਂ ਅਤੇ ਮੌਜੂਦਾ ਰਾਸ਼ਟਰੀ ਅਤੇ ਸਮਾਜਿਕ ਦ੍ਰਿਸ਼ਟੀਕੋਣ 'ਤੇ ਚਰਚਾ	[27, 612, 497, 707]
continued-body-5: ਕੀਤੀ ਜਾਵੇਗੀ। ਸਰਕਾਰੀ ਏਜੰਸੀਆਂ ਵੱਲੋਂ ਖ਼ਰੀਦ ਪ੍ਰਕਿਰਿਆ ਸ਼ੁਰੂ ਕਰ ਦਿੱਤੀ ਗਈ ਹੈ ਅਤੇ ਕਿਸਾਨਾਂ ਨੂੰ ਕਿਸੇ ਵੀ ਤਰ੍ਹਾਂ ਦੀ ਮੁਸ਼ਕਲ ਨਹੀਂ ਆਉਣ ਦਿੱਤੀ ਜਾਵੇਗੀ।	[558, 1128, 665, 1196]
article-body-col1: ਚੋਰੀ ਦੀਆਂ ਘਟਨਾਵਾਂ ਨੂੰ ਠੱਲ੍ਹ ਪਾਉਣ ਲਈ ਪੁਲਿਸ ਵੱਲੋਂ ਵਿਸ਼ੇਸ਼ ਮੁਹਿੰਮ ਚਲਾਈ ਜਾ ਰਹੀ ਹੈ। ਇਸੇ ਤਹਿਤ ਇੱਕ ਦੋਸ਼ੀ ਨੂੰ ਗ੍ਰਿਫ਼ਤਾਰ ਕੀਤਾ ਗਿਆ ਹੈ ਅਤੇ ਉਸ ਕੋਲੋਂ ਚੋਰੀ ਕੀਤਾ ਸਾਮਾਨ ਬਰਾਮਦ ਕੀਤਾ ਗਿਆ ਹੈ।	[214, 996, 304, 1086]
article-body: ਅਪਰਾਧਿਕ ਗਤੀਵਿਧੀਆਂ ਨੂੰ ਨੱਥ ਪਾਉਣ ਲਈ ਜ਼ਿਲ੍ਹਾ ਪੁਲਿਸ ਦੇ ਯਤਨ ਜਾਰੀ ਹਨ। ਇਸੇ ਲੜੀ ਤਹਿਤ ਪੁਲਿਸ ਨੇ ਗੈਰ-ਕਾਨੂੰਨੀ ਸੱਟੇਬਾਜ਼ੀ ਦੇ ਦੋਸ਼ ਵਿੱਚ ਇੱਕ ਵਿਅਕਤੀ ਨੂੰ ਗ੍ਰਿਫ਼ਤਾਰ ਕੀਤਾ ਹੈ। ਦੋਸ਼ੀ ਦੇ ਕਬਜ਼ੇ ਵਿੱਚੋਂ 5,520 ਰੁਪਏ ਦੀ ਨਕਦੀ ਬਰਾਮਦ ਕੀਤੀ ਗਈ ਹੈ। ਪੁਲਿਸ ਬੁਲਾਰੇ ਨੇ ਦੱਸਿਆ ਕਿ ਮੁਲਜ਼ਮ ਖ਼ਿਲਾਫ਼ ਬਣਦੀ ਧਾਰਾ ਤਹਿਤ ਮਾਮਲਾ ਦਰਜ ਕਰਕੇ ਅਗਲੇਰੀ ਕਾਰਵਾਈ ਸ਼ੁਰੂ ਕਰ ਦਿੱਤੀ ਗਈ ਹੈ। ਜ਼ਿਲ੍ਹਾ ਪੁਲਿਸ ਮੁਖੀ ਨੇ ਕਿਹਾ ਕਿ ਅਜਿਹੀਆਂ ਗਤੀਵਿਧੀਆਂ ਵਿਰੁੱਧ ਸਖ਼ਤ ਕਾਰਵਾਈ ਕੀਤੀ ਜਾਵੇਗੀ ਅਤੇ ਕਿਸੇ ਨੂੰ ਵੀ ਬਖ਼ਸ਼ਿਆ ਨਹੀਂ ਜਾਵੇਗਾ।	[16, 1002, 198, 1115]
continued-body-4: ਅਧਿਕਾਰੀਆਂ ਨੇ ਦੱਸਿਆ ਕਿ ਸਾਰੇ ਜ਼ਿਲ੍ਹਿਆਂ ਵਿੱਚ ਨਿਗਰਾਨੀ ਟੀਮਾਂ ਤਾਇਨਾਤ ਕੀਤੀਆਂ ਗਈਆਂ ਹਨ। ਕਿਸੇ ਵੀ ਤਰ੍ਹਾਂ ਦੀ ਅਣਗਹਿਲੀ ਬਰਦਾਸ਼ਤ ਨਹੀਂ ਕੀਤੀ ਜਾਵੇਗੀ।	[444, 1128, 550, 1184]
article-headline: ਚੋਰੀ ਕਰਨ ਦੇ ਦੋਸ਼ ਵਿੱਚ ਦੋਸ਼ੀ ਨੂੰ ਗ੍ਰਿਫ਼ਤਾਰ	[222, 887, 492, 950]
right-column	[516, 80, 1008, 1116]
article-padmashri-jatinder-singh-shanty	[16, 611, 508, 866]
article-headline	[526, 90, 998, 186]
article-body-col2: ਕਹੀ ਹੈ। ਉਨ੍ਹਾਂ ਕਿਹਾ ਕਿ ਧਾਰਮਿਕ ਸਥਾਨਾਂ ਦੇ ਵਿਕਾਸ ਅਤੇ ਸੁੰਦਰੀਕਰਨ ਲਈ ਸਰਕਾਰ ਵਚਨਬੱਧ ਹੈ ਅਤੇ ਇਸ ਦਿਸ਼ਾ ਵਿੱਚ ਲਗਾਤਾਰ ਕੰਮ ਕੀਤਾ ਜਾ ਰਿਹਾ ਹੈ। 12 ਕਰੋੜ ਰੁਪਏ ਦੀ ਲਾਗਤ ਨਾਲ ਬਣਨ ਵਾਲੇ ਪੰਡੋਗਾ ਲੇਪਰੋਸ ਪ੍ਰੋਜੈਕਟ ਬਾਰੇ ਵੀ ਜਾਣਕਾਰੀ ਦਿੱਤੀ ਗਈ।	[640, 775, 759, 865]
poster-line-3: ਆਪ ਸਭੀ ਕਾ ਹਾਰਦਿਕ ਸਵਾਗਤ ਹੈ !	[281, 230, 365, 237]
continued-ribbon-label: ਸਫ਼ਾ 1 ਦਾ ਬਾਕੀ...	[19, 1132, 188, 1167]
photo-caption: ਦ੍ਰਿਸ਼ਟੀਕੋਣ 'ਤੇ ਵਿਚਾਰ ਸਾਂਝੇ ਕਰਦੇ ਹੋਏ ਪਦਮਸ਼੍ਰੀ ਜਤਿੰਦਰ ਸਿੰਘ ਸ਼ੰਟੀ ਅਤੇ ਸਾਥੀ।	[155, 856, 381, 866]
continued-subhead-2: ਪਾਕਿਸਤਾਨ ਵਿੱਚ ਭੂਚਾਲ...	[340, 1199, 425, 1210]
continued-body-3b: ਵੱਲੋਂ ਕਿਸਾਨਾਂ ਦੀ ਭਲਾਈ ਲਈ ਕਈ ਅਹਿਮ ਫ਼ੈਸਲੇ ਲਏ ਗਏ ਹਨ। ਫ਼ਸਲ ਦੀ ਖ਼ਰੀਦ ਲਈ ਮੰਡੀਆਂ ਵਿੱਚ ਪੁਖ਼ਤਾ ਪ੍ਰਬੰਧ ਕੀਤੇ ਗਏ ਹਨ ਅਤੇ ਅਦਾਇਗੀ ਸਮੇਂ ਸਿਰ ਕਰਨ ਦੇ ਨਿਰਦੇਸ਼ ਦਿੱਤੇ ਗਏ ਹਨ।	[329, 1211, 436, 1278]
byline-source: ਪੈਗ਼ਾਮ-ਏ-ਜਗਤ/ਬਰਨਾਲਾ	[68, 976, 146, 987]
continued-subhead-6: ਪੰਜਾਬ ਦੀ ਧਿਆਨ...	[808, 1188, 874, 1199]
masthead-left	[18, 5, 150, 38]
byline-date: (ਪੈਗ਼ਾਮ-ਏ-ਜਗਤ)	[54, 729, 108, 740]
bhoomi-poojan-photo	[155, 433, 380, 578]
article-body-col1: ਪੰਜਾਬ ਅਤੇ ਹਰਿਆਣਾ ਰਾਜ ਵਿੱਚ ਚੱਲ ਰਹੀਆਂ ਸਮਾਜ ਸੇਵੀ ਸੰਸਥਾਵਾਂ ਦੀ ਕਾਰਜਸ਼ੀਲਤਾ ਉੱਤੇ ਵਿਸ਼ੇਸ਼ ਚਰਚਾ ਹੋਈ। ਪਦਮਸ਼੍ਰੀ ਜਤਿੰਦਰ ਸਿੰਘ ਸ਼ੰਟੀ ਨਾਲ ਗੱਲਬਾਤ ਕਰਦਿਆਂ ਦੇਸ਼ ਦੇ ਮੌਜੂਦਾ ਹਾਲਾਤ, ਨੌਜਵਾਨ ਪੀੜ੍ਹੀ ਦੀਆਂ ਸਮੱਸਿਆਵਾਂ ਅਤੇ ਉਨ੍ਹਾਂ ਦੇ ਹੱਲ ਬਾਰੇ ਵਿਸਥਾਰ ਵਿੱਚ ਵਿਚਾਰ ਸਾਂਝੇ ਕੀਤੇ ਗਏ।	[16, 742, 146, 832]
article-body-col2: ਯਾਦ ਵਿੱਚ ਹਰ ਸਾਲ ਸ਼ਰਧਾ ਭਾਵਨਾ ਨਾਲ ਭੰਡਾਰੇ ਦਾ ਆਯੋਜਨ ਕੀਤਾ ਜਾਂਦਾ ਹੈ ਅਤੇ ਇਸ ਵਾਰ ਵੀ ਵੱਡੀ ਗਿਣਤੀ ਵਿੱਚ ਪਹੁੰਚ ਰਹੇ ਸ਼ਰਧਾਲੂਆਂ ਲਈ ਲੰਗਰ ਦਾ ਵਿਸ਼ੇਸ਼ ਪ੍ਰਬੰਧ ਕਰਨ ਕੀਤਾ ਗਿਆ ਹੈ। ਭੰਡਾਰੇ ਵਿੱਚ ਹਜ਼ਾਰਾਂ ਦੀ ਗਿਣਤੀ ਵਿੱਚ ਸੰਗਤ ਸ਼ਾਮਲ ਹੋਵੇਗੀ ਅਤੇ ਮੰਦਰ ਕਮੇਟੀ ਵੱਲੋਂ ਸਾਰੀਆਂ ਤਿਆਰੀਆਂ ਮੁਕੰਮਲ ਕਰ ਲਈਆਂ ਗਈਆਂ ਹਨ।	[167, 188, 255, 334]
article-body-col3: ਦੋ ਦਿਨਾਂ ਦੇ ਪੁਲਿਸ ਰਿਮਾਂਡ 'ਤੇ ਲਿਆ ਗਿਆ ਹੈ। ਪੁਲਿਸ ਅਧਿਕਾਰੀਆਂ ਨੇ ਕਿਹਾ ਕਿ ਨਸ਼ਾ ਤਸਕਰਾਂ ਖ਼ਿਲਾਫ਼ ਮੁਹਿੰਮ ਲਗਾਤਾਰ ਜਾਰੀ ਰਹੇਗੀ।	[850, 944, 1008, 978]
brand-name-punjabi: ਪੈਗ਼ਾਮ-ਏ-ਜਗਤ	[878, 24, 964, 41]
